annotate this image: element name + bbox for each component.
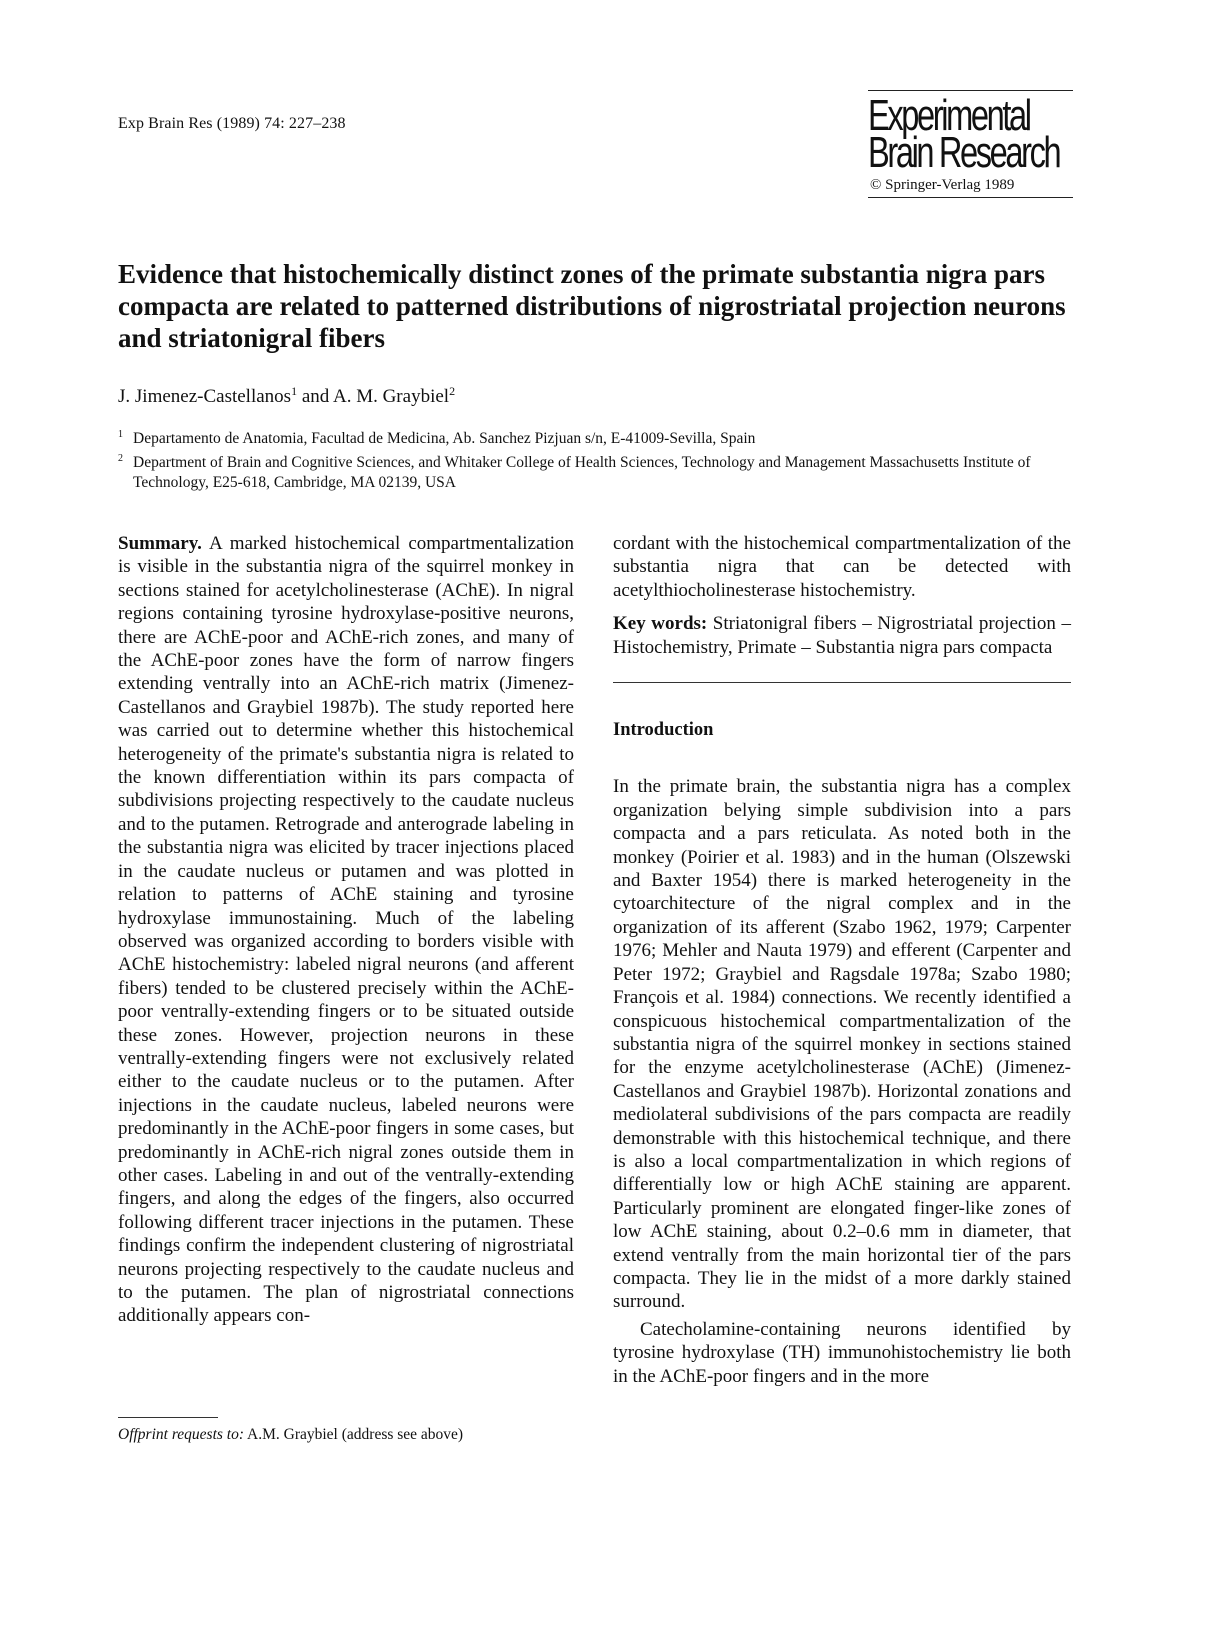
journal-logo-block xyxy=(868,90,1073,198)
footnote-text: A.M. Graybiel (address see above) xyxy=(244,1426,464,1443)
affiliation-text: Departamento de Anatomia, Facultad de Medicina, Ab. Sanchez Pizjuan s/n, E-41009-Sevilla, Spain xyxy=(133,430,756,447)
article-title: Evidence that histochemically distinct zones of the primate substantia nigra pars compacta are related to patterned distributions of nigrostriatal projection neurons and striatonigral fibers xyxy=(118,259,1066,353)
introduction-heading: Introduction xyxy=(613,720,714,741)
journal-logo-line1: Experimental xyxy=(868,91,1030,140)
footnote-label: Offprint requests to: xyxy=(118,1426,245,1443)
author-affiliation-mark: 1 xyxy=(291,384,298,398)
footnote-divider xyxy=(118,1417,218,1418)
keywords-label: Key words: xyxy=(613,613,708,635)
author-name: A. M. Graybiel xyxy=(332,386,450,407)
author-line xyxy=(118,384,455,408)
author-name: J. Jimenez-Castellanos xyxy=(118,386,292,407)
introduction-paragraph: Catecholamine-containing neurons identified by tyrosine hydroxylase (TH) immunohistochemistry lie both in the AChE-poor fingers and in the more xyxy=(613,1318,1071,1387)
affiliations xyxy=(118,425,1083,493)
left-column xyxy=(118,532,574,1328)
offprint-footnote xyxy=(118,1426,463,1444)
introduction-paragraph: In the primate brain, the substantia nigra has a complex organization belying simple subdivision into a pars compacta and a pars reticulata. As noted both in the monkey (Poirier et al. 1983) and in the human (Olszewski and Baxter 1954) there is marked heterogeneity in the cytoarchitecture of the nigral complex and in the organization of its afferent (Szabo 1962, 1979; Carpenter 1976; Mehler and Nauta 1979) and efferent (Carpenter and Peter 1972; Graybiel and Ragsdale 1978a; Szabo 1980; François et al. 1984) connections. We recently identified a conspicuous histochemical compartmentalization of the substantia nigra of the squirrel monkey in sections stained for the enzyme acetylcholinesterase (AChE) (Jimenez-Castellanos and Graybiel 1987b). Horizontal zonations and mediolateral subdivisions of the pars compacta are readily demonstrable with this histochemical technique, and there is also a local compartmentalization in which regions of differentially low or high AChE staining are apparent. Particularly prominent are elongated finger-like zones of low AChE staining, about 0.2–0.6 mm in diameter, that extend ventrally from the main horizontal tier of the pars compacta. They lie in the midst of a more darkly stained surround. xyxy=(613,776,1071,1313)
affiliation-number: 2 xyxy=(118,453,123,464)
keywords-text: Striatonigral fibers – Nigrostriatal projection – Histochemistry, Primate – Substantia nigra pars compacta xyxy=(613,613,1071,658)
logo-bottom-rule xyxy=(868,197,1073,198)
journal-logo-line2: Brain Research xyxy=(868,128,1060,177)
summary-paragraph xyxy=(118,532,574,1328)
journal-citation: Exp Brain Res (1989) 74: 227–238 xyxy=(118,115,346,132)
copyright-notice: © Springer-Verlag 1989 xyxy=(870,177,1015,193)
author-affiliation-mark: 2 xyxy=(449,384,456,398)
affiliation-item xyxy=(118,425,1083,449)
journal-logo xyxy=(868,91,1060,177)
summary-label: Summary. xyxy=(118,533,202,554)
section-divider xyxy=(613,682,1071,683)
summary-text: A marked histochemical compartmentalization is visible in the substantia nigra of the squirrel monkey in sections stained for acetylcholinesterase (AChE). In nigral regions containing tyrosine hydroxylase-positive neurons, there are AChE-poor and AChE-rich zones, and many of the AChE-poor zones have the form of narrow fingers extending ventrally into an AChE-rich matrix (Jimenez-Castellanos and Graybiel 1987b). The study reported here was carried out to determine whether this histochemical heterogeneity of the primate's substantia nigra is related to the known differentiation within its pars compacta of subdivisions projecting respectively to the caudate nucleus and to the putamen. Retrograde and anterograde labeling in the substantia nigra was elicited by tracer injections placed in the caudate nucleus or putamen and was plotted in relation to patterns of AChE staining and tyrosine hydroxylase immunostaining. Much of the labeling observed was organized according to borders visible with AChE histochemistry: labeled nigral neurons (and afferent fibers) tended to be clustered precisely within the AChE-poor ventrally-extending fingers or to be situated outside these zones. However, projection neurons in these ventrally-extending fingers were not exclusively related either to the caudate nucleus or to the putamen. After injections in the caudate nucleus, labeled neurons were predominantly in the AChE-poor fingers in some cases, but predominantly in AChE-rich nigral zones outside them in other cases. Labeling in and out of the ventrally-extending fingers, and along the edges of the fingers, also occurred following different tracer injections in the putamen. These findings confirm the independent clustering of nigrostriatal neurons projecting respectively to the caudate nucleus and to the putamen. The plan of nigrostriatal connections additionally appears con- xyxy=(118,533,574,1327)
affiliation-text: Department of Brain and Cognitive Sciences, and Whitaker College of Health Sciences, Technology and Management Massachusetts Institute of Technology, E25-618, Cambridge, MA 02139, USA xyxy=(133,454,1031,491)
affiliation-number: 1 xyxy=(118,429,123,440)
affiliation-item xyxy=(118,449,1083,493)
right-column xyxy=(613,532,1071,1388)
keywords-paragraph xyxy=(613,612,1071,659)
summary-continued: cordant with the histochemical compartmentalization of the substantia nigra that can be detected with acetylthiocholinesterase histochemistry. xyxy=(613,533,1071,601)
author-conjunction: and xyxy=(297,386,333,407)
